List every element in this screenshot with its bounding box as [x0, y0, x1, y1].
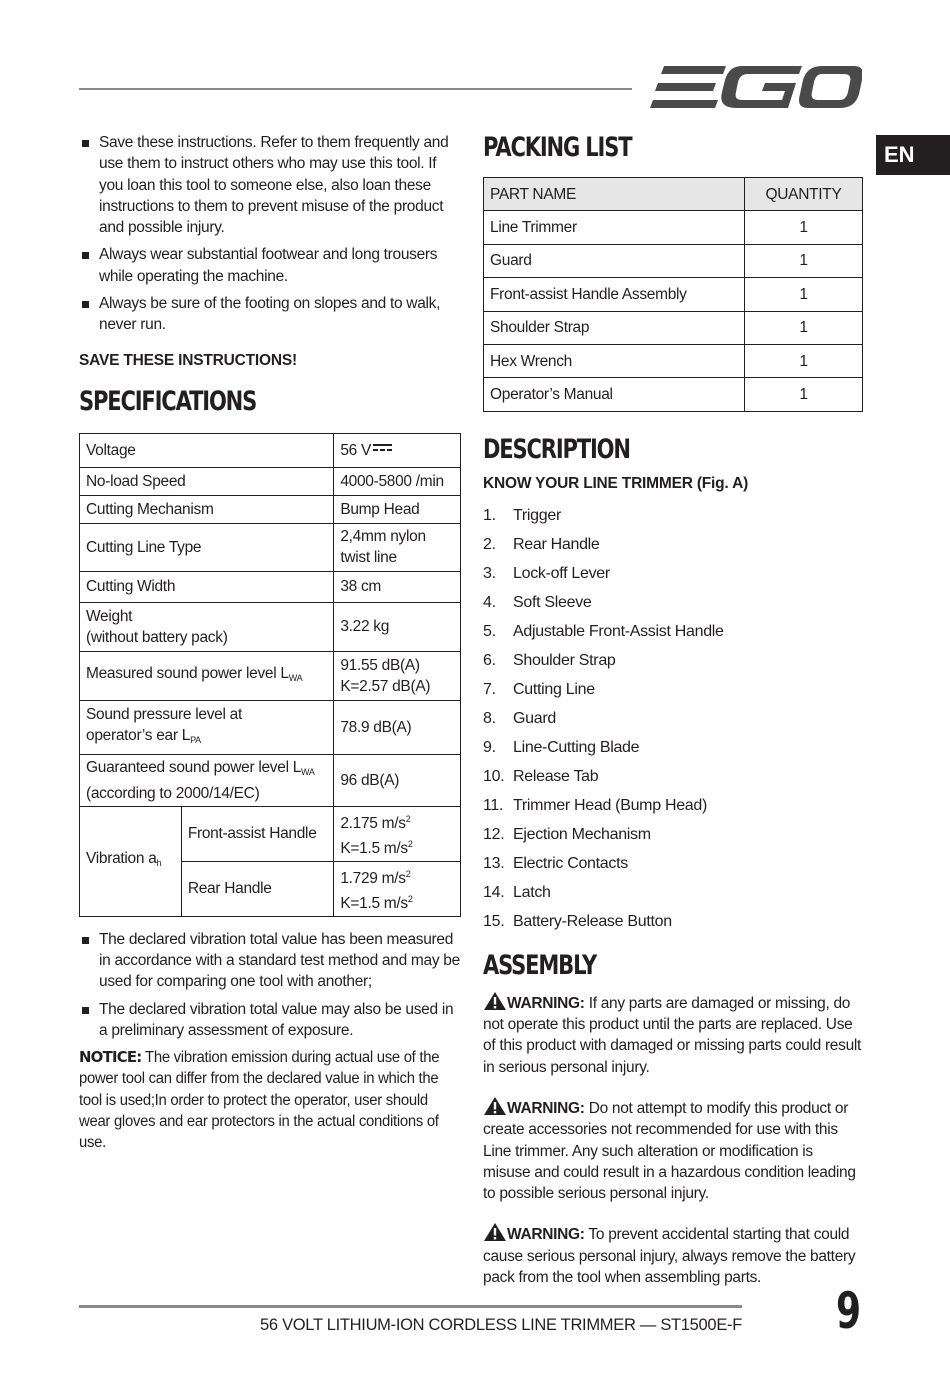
spec-label: Guaranteed sound power level $L_{WA}$ (according to 2000/14/EC)	[80, 754, 334, 806]
spec-value: 56 V	[334, 433, 461, 467]
save-instructions: SAVE THESE INSTRUCTIONS!	[79, 351, 297, 369]
spec-label: Sound pressure level at operator’s ear $L_{PA}$	[80, 700, 334, 754]
list-item: Always be sure of the footing on slopes and to walk, never run.	[79, 293, 461, 336]
table-row	[80, 700, 461, 754]
list-item: Always wear substantial footwear and long trousers while operating the machine.	[79, 244, 461, 287]
safety-bullets	[79, 132, 461, 336]
list-item: 11. Trimmer Head (Bump Head)	[483, 796, 708, 814]
list-item: 12. Ejection Mechanism	[483, 825, 651, 843]
list-item: Save these instructions. Refer to them frequently and use them to instruct others who may use this tool. If you loan this tool to someone else, also loan these instructions to them to prevent misuse of the product and possible injury.	[79, 132, 461, 238]
warning-triangle-icon	[483, 1222, 507, 1242]
language-tab[interactable]: EN	[876, 135, 950, 175]
list-item: 3. Lock-off Lever	[483, 564, 610, 582]
page-number: 9	[836, 1282, 862, 1340]
bullet-square-icon	[82, 252, 89, 259]
list-item: 2. Rear Handle	[483, 535, 600, 553]
table-row	[80, 754, 461, 806]
list-item: 1. Trigger	[483, 506, 561, 524]
warning-triangle-icon	[483, 1096, 507, 1116]
table-row: Front-assist Handle Assembly 1	[484, 278, 863, 311]
spec-value: 38 cm	[334, 571, 461, 602]
spec-value: 1.729 $m/s^2$ K=1.5 $m/s^2$	[334, 861, 461, 916]
direct-current-icon	[373, 443, 392, 453]
notice-paragraph: NOTICE: The vibration emission during actual use of the power tool can differ from the declared value in which the tool is used;In order to protect the operator, user should wear gloves and ear protectors in the actual conditions of use.	[79, 1048, 440, 1152]
parts-list	[483, 501, 863, 936]
table-row: Operator’s Manual 1	[484, 378, 863, 411]
warning-paragraph: WARNING: If any parts are damaged or missing, do not operate this product until the parts are replaced. Use of this product with damaged or missing parts could result in serious personal injury.	[483, 991, 863, 1078]
notice-label: NOTICE:	[79, 1048, 142, 1067]
spec-value: Bump Head	[334, 495, 461, 523]
table-row	[80, 571, 461, 602]
table-row	[80, 651, 461, 700]
spec-value: 91.55 dB(A) K=2.57 dB(A)	[334, 651, 461, 700]
table-row	[80, 433, 461, 467]
table-row: Line Trimmer 1	[484, 211, 863, 244]
list-item: 15. Battery-Release Button	[483, 912, 672, 930]
spec-label: Vibration $a_h$	[80, 806, 182, 916]
warning-paragraph: WARNING: Do not attempt to modify this product or create accessories not recommended for use with this Line trimmer. Any such alteration or modification is misuse and could result in a hazardous condition leading to possible serious personal injury.	[483, 1096, 863, 1204]
table-row: Shoulder Strap 1	[484, 311, 863, 344]
packing-list-heading: PACKING LIST	[483, 132, 632, 163]
table-row	[80, 467, 461, 495]
list-item: 9. Line-Cutting Blade	[483, 738, 640, 756]
list-item: 13. Electric Contacts	[483, 854, 628, 872]
spec-sublabel: Front-assist Handle	[181, 806, 334, 861]
bullet-square-icon	[82, 140, 89, 147]
list-item: 4. Soft Sleeve	[483, 593, 592, 611]
specifications-heading: SPECIFICATIONS	[79, 385, 257, 417]
footer-rule	[79, 1305, 742, 1308]
table-header-row	[484, 178, 863, 211]
spec-label: Voltage	[80, 433, 334, 467]
ego-logo	[650, 62, 862, 112]
column-header-part: PART NAME	[484, 178, 745, 211]
spec-value: 4000-5800 /min	[334, 467, 461, 495]
spec-value: 3.22 kg	[334, 602, 461, 651]
list-item: 10. Release Tab	[483, 767, 599, 785]
spec-label: Cutting Width	[80, 571, 334, 602]
vibration-bullets	[79, 929, 461, 1041]
know-your-trimmer-heading: KNOW YOUR LINE TRIMMER (Fig. A)	[483, 474, 749, 492]
assembly-heading: ASSEMBLY	[483, 949, 597, 981]
bullet-square-icon	[82, 937, 89, 944]
spec-value: 2,4mm nylon twist line	[334, 523, 461, 571]
table-row: Hex Wrench 1	[484, 344, 863, 377]
specifications-table	[79, 433, 461, 917]
spec-label: Cutting Line Type	[80, 523, 334, 571]
right-column	[483, 132, 863, 1288]
warning-triangle-icon	[483, 991, 507, 1011]
table-row	[80, 495, 461, 523]
table-row: Guard 1	[484, 244, 863, 277]
table-row	[80, 806, 461, 861]
table-row	[80, 602, 461, 651]
table-row	[80, 523, 461, 571]
list-item: The declared vibration total value has been measured in accordance with a standard test method and may be used for comparing one tool with another;	[79, 929, 461, 993]
spec-value: 78.9 dB(A)	[334, 700, 461, 754]
list-item: 8. Guard	[483, 709, 556, 727]
list-item: 6. Shoulder Strap	[483, 651, 616, 669]
list-item: 7. Cutting Line	[483, 680, 595, 698]
list-item: 14. Latch	[483, 883, 551, 901]
spec-value: 2.175 $m/s^2$ K=1.5 $m/s^2$	[334, 806, 461, 861]
bullet-square-icon	[82, 1007, 89, 1014]
list-item: The declared vibration total value may also be used in a preliminary assessment of exposure.	[79, 999, 461, 1042]
header-rule	[79, 88, 632, 90]
list-item: 5. Adjustable Front-Assist Handle	[483, 622, 724, 640]
packing-list-table	[483, 177, 863, 412]
spec-label: Weight (without battery pack)	[80, 602, 334, 651]
footer-product-line: 56 VOLT LITHIUM-ION CORDLESS LINE TRIMMER — ST1500E-F	[260, 1316, 742, 1334]
spec-label: Cutting Mechanism	[80, 495, 334, 523]
bullet-square-icon	[82, 301, 89, 308]
spec-label: No-load Speed	[80, 467, 334, 495]
left-column	[79, 132, 461, 1154]
spec-sublabel: Rear Handle	[181, 861, 334, 916]
description-heading: DESCRIPTION	[483, 433, 630, 465]
column-header-quantity: QUANTITY	[745, 178, 863, 211]
spec-label: Measured sound power level $L_{WA}$	[80, 651, 334, 700]
warning-paragraph: WARNING: To prevent accidental starting that could cause serious personal injury, always remove the battery pack from the tool when assembling parts.	[483, 1222, 863, 1288]
spec-value: 96 dB(A)	[334, 754, 461, 806]
